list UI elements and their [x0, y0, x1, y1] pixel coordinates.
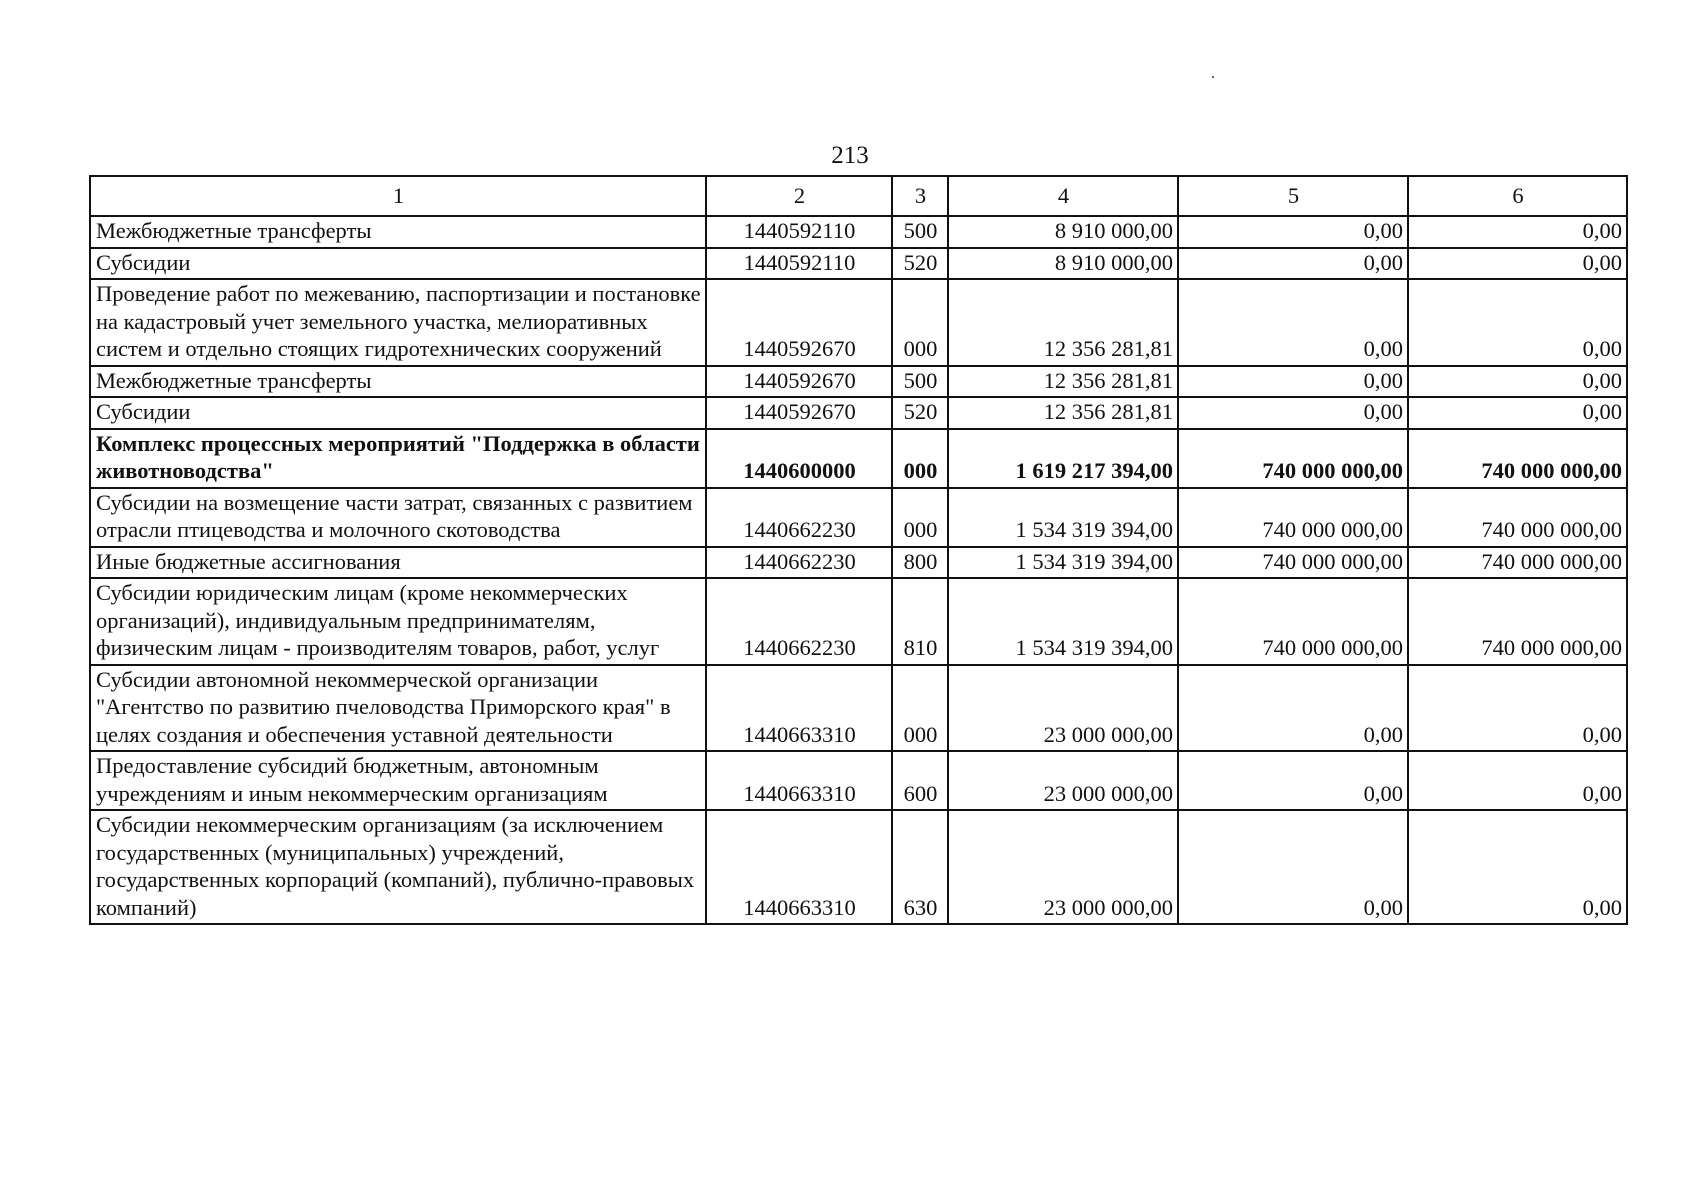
amount-col5-cell: 740 000 000,00 — [1178, 488, 1408, 547]
amount-col5-cell: 0,00 — [1178, 279, 1408, 366]
header-cell: 4 — [948, 176, 1178, 216]
type-cell: 000 — [892, 429, 948, 488]
code-cell: 1440662230 — [706, 547, 892, 579]
table-row — [90, 665, 1627, 752]
amount-col6-cell: 0,00 — [1408, 248, 1627, 280]
code-cell: 1440663310 — [706, 751, 892, 810]
amount-col4-cell: 12 356 281,81 — [948, 279, 1178, 366]
table-body — [90, 216, 1627, 924]
table-row — [90, 578, 1627, 665]
type-cell: 800 — [892, 547, 948, 579]
amount-col6-cell: 740 000 000,00 — [1408, 578, 1627, 665]
item-name-cell: Предоставление субсидий бюджетным, автономным учреждениям и иным некоммерческим организациям — [90, 751, 706, 810]
header-cell: 2 — [706, 176, 892, 216]
amount-col4-cell: 12 356 281,81 — [948, 366, 1178, 398]
amount-col5-cell: 0,00 — [1178, 216, 1408, 248]
item-name-cell: Межбюджетные трансферты — [90, 366, 706, 398]
amount-col6-cell: 0,00 — [1408, 665, 1627, 752]
amount-col5-cell: 0,00 — [1178, 366, 1408, 398]
amount-col6-cell: 740 000 000,00 — [1408, 429, 1627, 488]
type-cell: 000 — [892, 488, 948, 547]
table-row — [90, 279, 1627, 366]
code-cell: 1440592670 — [706, 279, 892, 366]
table-row — [90, 397, 1627, 429]
type-cell: 000 — [892, 665, 948, 752]
amount-col6-cell: 0,00 — [1408, 397, 1627, 429]
header-cell: 3 — [892, 176, 948, 216]
code-cell: 1440662230 — [706, 578, 892, 665]
item-name-cell: Субсидии автономной некоммерческой организации "Агентство по развитию пчеловодства Приморского края" в целях создания и обеспечения уставной деятельности — [90, 665, 706, 752]
scan-speck — [1212, 76, 1214, 78]
amount-col6-cell: 740 000 000,00 — [1408, 488, 1627, 547]
amount-col4-cell: 12 356 281,81 — [948, 397, 1178, 429]
amount-col6-cell: 0,00 — [1408, 216, 1627, 248]
header-row — [90, 176, 1627, 216]
table-row — [90, 248, 1627, 280]
item-name-cell: Межбюджетные трансферты — [90, 216, 706, 248]
code-cell: 1440663310 — [706, 810, 892, 924]
table-row — [90, 216, 1627, 248]
type-cell: 000 — [892, 279, 948, 366]
amount-col4-cell: 23 000 000,00 — [948, 751, 1178, 810]
item-name-cell: Субсидии на возмещение части затрат, связанных с развитием отрасли птицеводства и молочного скотоводства — [90, 488, 706, 547]
amount-col6-cell: 740 000 000,00 — [1408, 547, 1627, 579]
amount-col6-cell: 0,00 — [1408, 366, 1627, 398]
table-row — [90, 488, 1627, 547]
code-cell: 1440592670 — [706, 366, 892, 398]
item-name-cell: Субсидии — [90, 397, 706, 429]
amount-col5-cell: 0,00 — [1178, 665, 1408, 752]
table-row — [90, 366, 1627, 398]
item-name-cell: Субсидии юридическим лицам (кроме некоммерческих организаций), индивидуальным предпринимателям, физическим лицам - производителям товаров, работ, услуг — [90, 578, 706, 665]
amount-col5-cell: 0,00 — [1178, 248, 1408, 280]
item-name-cell: Иные бюджетные ассигнования — [90, 547, 706, 579]
type-cell: 810 — [892, 578, 948, 665]
header-cell: 5 — [1178, 176, 1408, 216]
type-cell: 520 — [892, 397, 948, 429]
budget-table — [89, 175, 1628, 925]
item-name-cell: Проведение работ по межеванию, паспортизации и постановке на кадастровый учет земельного участка, мелиоративных систем и отдельно стоящих гидротехнических сооружений — [90, 279, 706, 366]
amount-col4-cell: 1 619 217 394,00 — [948, 429, 1178, 488]
amount-col5-cell: 0,00 — [1178, 397, 1408, 429]
header-cell: 1 — [90, 176, 706, 216]
table-row — [90, 429, 1627, 488]
table-row — [90, 751, 1627, 810]
item-name-cell: Субсидии некоммерческим организациям (за исключением государственных (муниципальных) учреждений, государственных корпораций (компаний), публично-правовых компаний) — [90, 810, 706, 924]
item-name-cell: Субсидии — [90, 248, 706, 280]
code-cell: 1440663310 — [706, 665, 892, 752]
amount-col5-cell: 0,00 — [1178, 810, 1408, 924]
code-cell: 1440662230 — [706, 488, 892, 547]
amount-col5-cell: 740 000 000,00 — [1178, 547, 1408, 579]
amount-col4-cell: 8 910 000,00 — [948, 216, 1178, 248]
amount-col6-cell: 0,00 — [1408, 751, 1627, 810]
item-name-cell: Комплекс процессных мероприятий "Поддержка в области животноводства" — [90, 429, 706, 488]
amount-col6-cell: 0,00 — [1408, 810, 1627, 924]
amount-col4-cell: 1 534 319 394,00 — [948, 488, 1178, 547]
type-cell: 500 — [892, 366, 948, 398]
page-number: 213 — [831, 142, 869, 169]
table-row — [90, 547, 1627, 579]
code-cell: 1440600000 — [706, 429, 892, 488]
amount-col4-cell: 23 000 000,00 — [948, 810, 1178, 924]
amount-col5-cell: 740 000 000,00 — [1178, 578, 1408, 665]
amount-col6-cell: 0,00 — [1408, 279, 1627, 366]
amount-col4-cell: 8 910 000,00 — [948, 248, 1178, 280]
code-cell: 1440592670 — [706, 397, 892, 429]
type-cell: 600 — [892, 751, 948, 810]
amount-col5-cell: 0,00 — [1178, 751, 1408, 810]
table-row — [90, 810, 1627, 924]
type-cell: 520 — [892, 248, 948, 280]
header-cell: 6 — [1408, 176, 1627, 216]
amount-col4-cell: 1 534 319 394,00 — [948, 547, 1178, 579]
amount-col4-cell: 23 000 000,00 — [948, 665, 1178, 752]
amount-col5-cell: 740 000 000,00 — [1178, 429, 1408, 488]
code-cell: 1440592110 — [706, 248, 892, 280]
amount-col4-cell: 1 534 319 394,00 — [948, 578, 1178, 665]
type-cell: 630 — [892, 810, 948, 924]
code-cell: 1440592110 — [706, 216, 892, 248]
type-cell: 500 — [892, 216, 948, 248]
